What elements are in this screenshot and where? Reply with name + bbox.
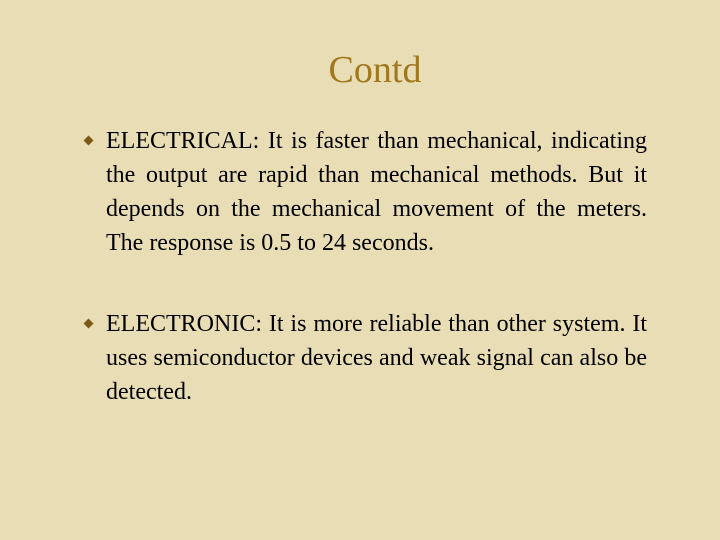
bullet-list <box>82 124 647 409</box>
slide-title: Contd <box>328 49 422 91</box>
bullet-item-electrical <box>82 124 647 260</box>
bullet-text: ELECTRONIC: It is more reliable than other system. It uses semiconductor devices and weak signal can also be detected. <box>106 311 647 405</box>
bullet-item-electronic <box>82 307 647 409</box>
bullet-text: ELECTRICAL: It is faster than mechanical, indicating the output are rapid than mechanical methods. But it depends on the mechanical movement of the meters. The response is 0.5 to 24 seconds. <box>106 128 647 256</box>
diamond-bullet-icon <box>84 319 94 329</box>
diamond-bullet-icon <box>84 136 94 146</box>
